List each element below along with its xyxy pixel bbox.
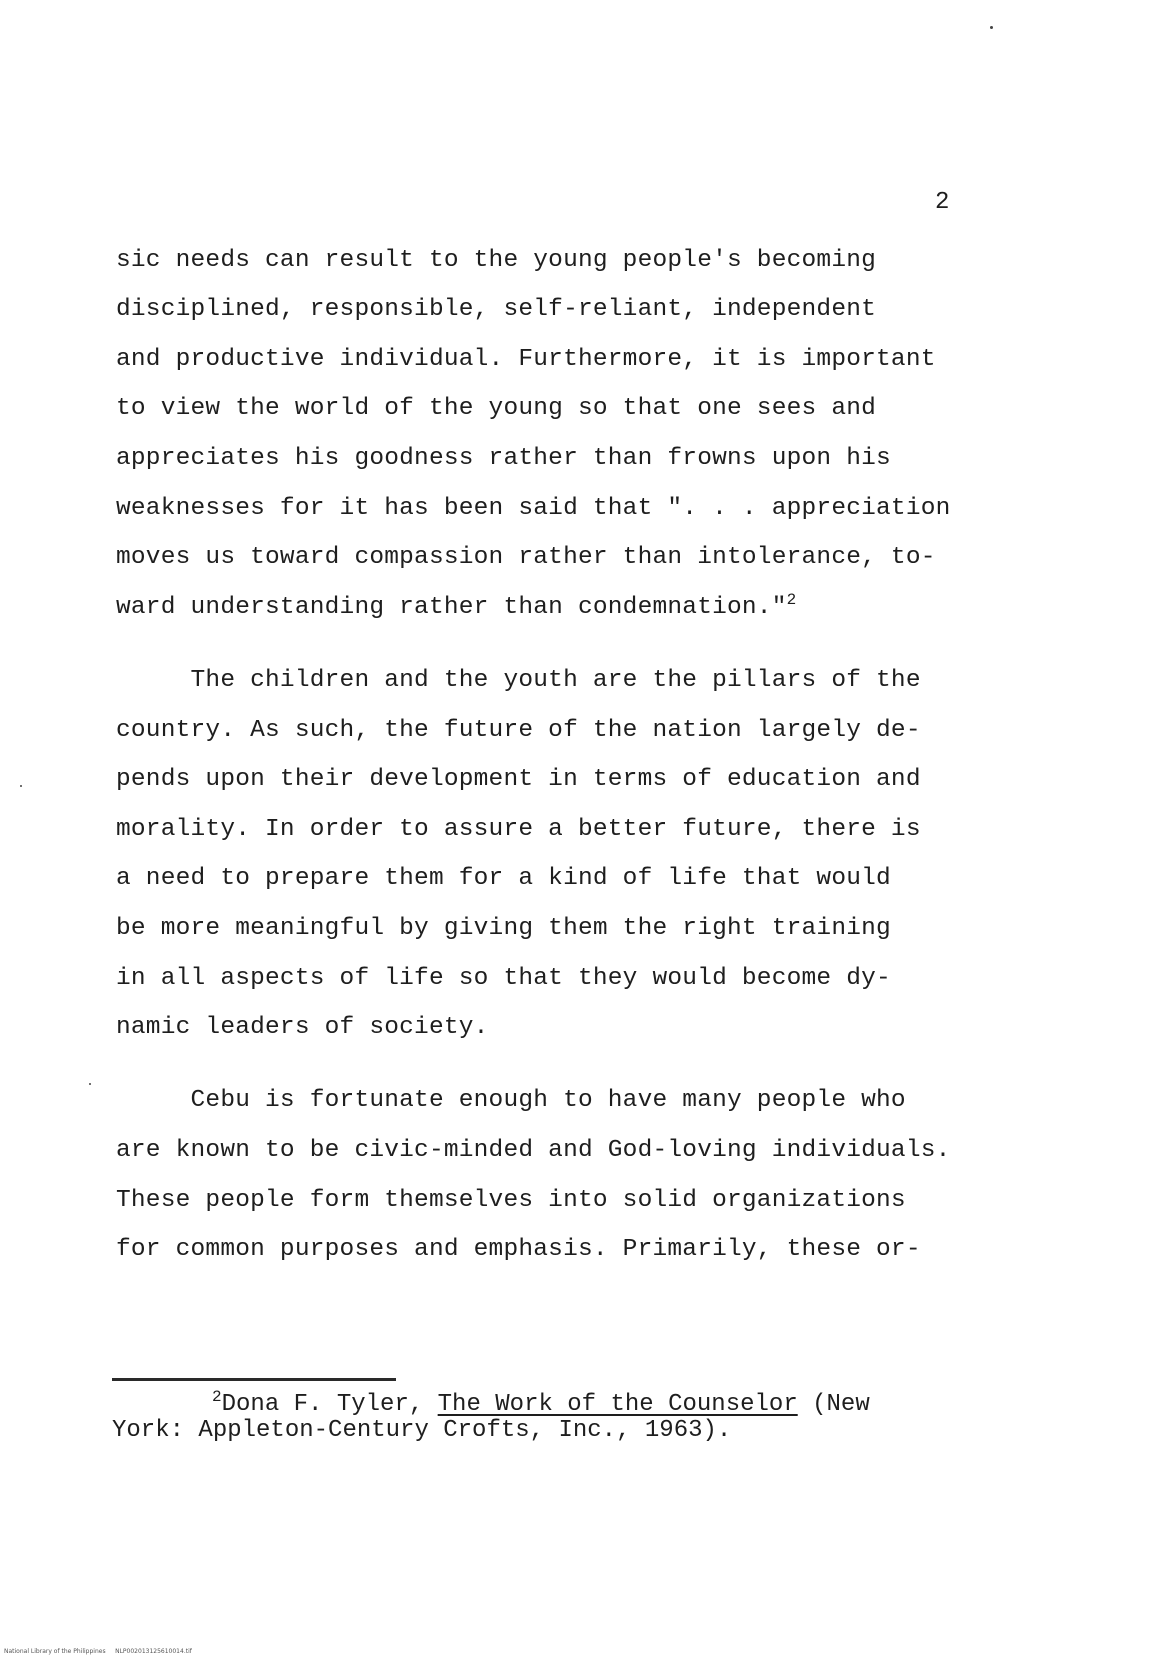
- text-line: in all aspects of life so that they would become dy-: [116, 965, 891, 992]
- text-line: morality. In order to assure a better future, there is: [116, 816, 921, 843]
- footnote-rule: [112, 1378, 396, 1381]
- text-line: for common purposes and emphasis. Primarily, these or-: [116, 1236, 921, 1263]
- footnote-line-1: [212, 1388, 870, 1419]
- scan-speck: [990, 26, 993, 29]
- footnote-marker: 2: [212, 1388, 222, 1406]
- footnote-line-2: York: Appleton-Century Crofts, Inc., 1963).: [112, 1417, 732, 1444]
- text-line: and productive individual. Furthermore, it is important: [116, 346, 936, 373]
- footnote-after-title: (New: [797, 1391, 870, 1418]
- text-line: The children and the youth are the pillars of the: [116, 667, 921, 694]
- text-line-with-ref: [116, 593, 796, 623]
- text-line: a need to prepare them for a kind of life that would: [116, 865, 891, 892]
- text-line: These people form themselves into solid organizations: [116, 1187, 906, 1214]
- text-line: sic needs can result to the young people's becoming: [116, 247, 877, 274]
- archive-caption: National Library of the Philippines NLP002013125610014.tif: [4, 1648, 192, 1655]
- text-line: namic leaders of society.: [116, 1014, 489, 1041]
- text-line: pends upon their development in terms of education and: [116, 766, 921, 793]
- text-line: appreciates his goodness rather than frowns upon his: [116, 445, 891, 472]
- text-line: moves us toward compassion rather than intolerance, to-: [116, 544, 936, 571]
- text-line: country. As such, the future of the nation largely de-: [116, 717, 921, 744]
- text-line: be more meaningful by giving them the right training: [116, 915, 891, 942]
- footnote-title: The Work of the Counselor: [437, 1391, 798, 1418]
- text-line: weaknesses for it has been said that ". . . appreciation: [116, 495, 951, 522]
- text-line: ward understanding rather than condemnation.": [116, 594, 787, 621]
- footnote-author: Dona F. Tyler,: [221, 1391, 438, 1418]
- text-line: disciplined, responsible, self-reliant, independent: [116, 296, 877, 323]
- text-line: are known to be civic-minded and God-loving individuals.: [116, 1137, 951, 1164]
- page-number: 2: [935, 189, 950, 216]
- scan-speck: [89, 1083, 91, 1085]
- text-line: to view the world of the young so that one sees and: [116, 395, 877, 422]
- text-line: Cebu is fortunate enough to have many people who: [116, 1087, 906, 1114]
- footnote-reference: 2: [786, 591, 797, 609]
- scan-speck: [20, 785, 22, 787]
